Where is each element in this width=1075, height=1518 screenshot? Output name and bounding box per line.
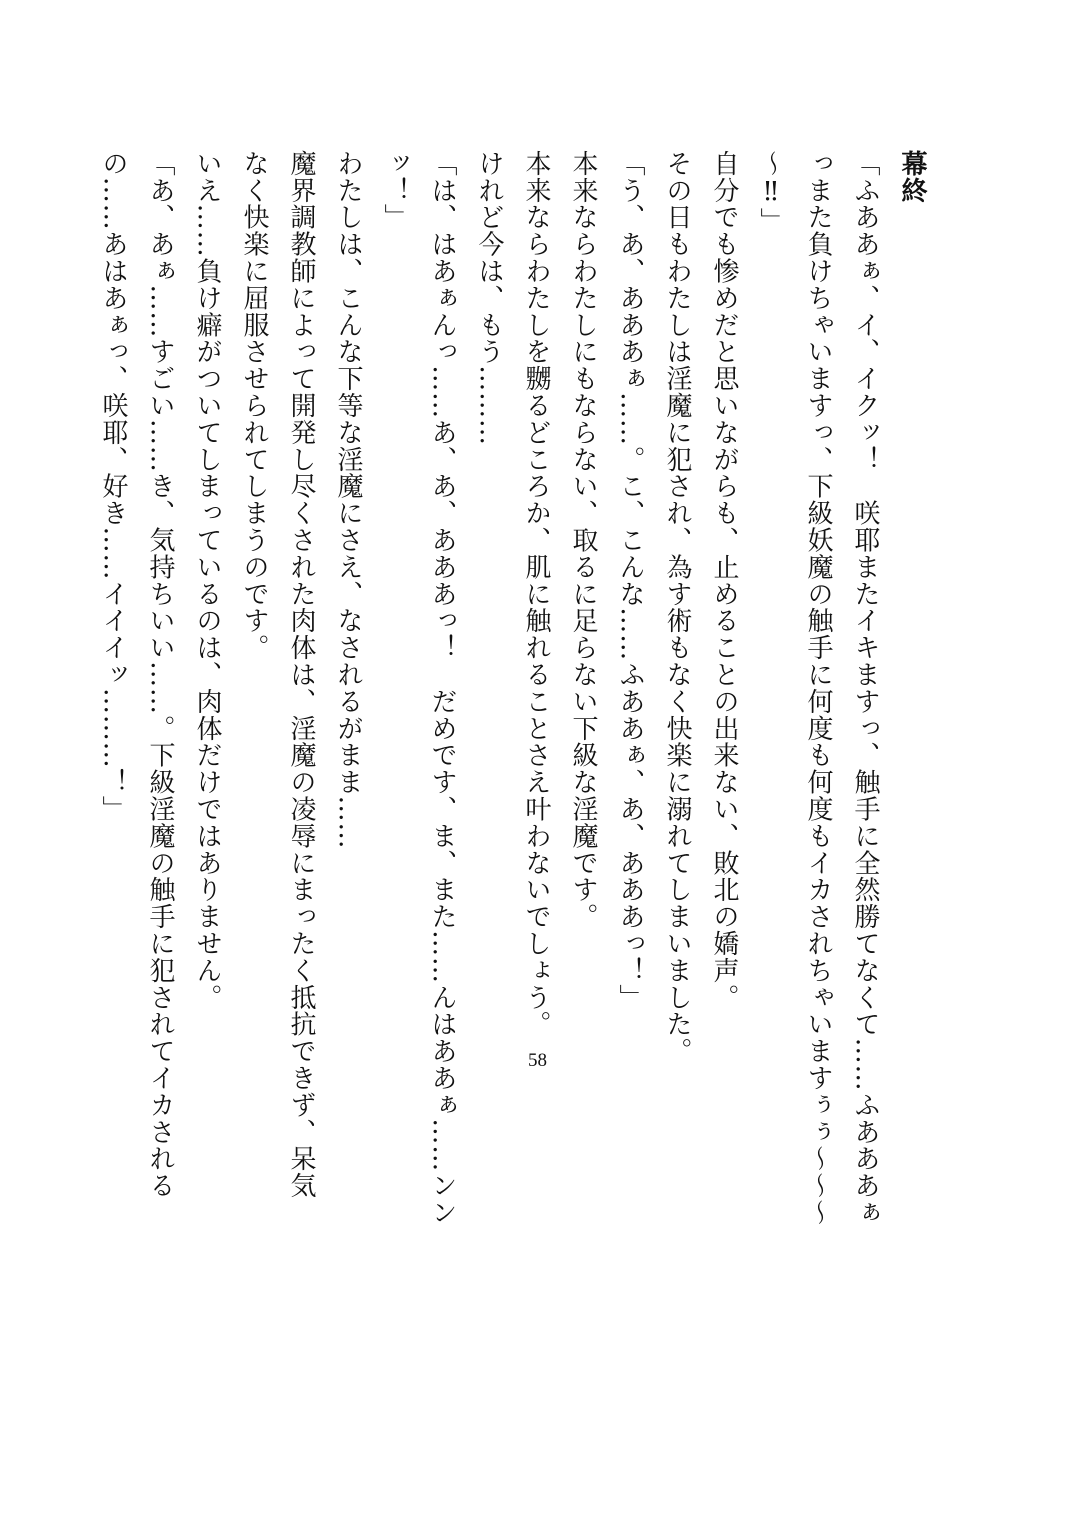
text-line: その日もわたしは淫魔に犯され、為す術もなく快楽に溺れてしまいました。 — [662, 150, 692, 1065]
text-line: 魔界調教師によって開発し尽くされた肉体は、淫魔の凌辱にまったく抵抗できず、呆気 — [286, 150, 316, 1200]
text-line: 自分でも惨めだと思いながらも、止めることの出来ない、敗北の嬌声。 — [709, 150, 739, 1011]
text-line: の……あはあぁっ、咲耶、好き……イイイッ………！」 — [98, 150, 128, 823]
chapter-title: 幕終 — [897, 150, 927, 204]
text-line: 「あ、あぁ……すごい……き、気持ちいい……。下級淫魔の触手に犯されてイカされる — [145, 150, 175, 1200]
text-line: 本来ならわたしを嬲るどころか、肌に触れることさえ叶わないでしょう。 — [521, 150, 551, 1038]
text-line: 〜‼」 — [756, 150, 786, 235]
page-number: 58 — [528, 1050, 547, 1071]
text-line: 本来ならわたしにもならない、取るに足らない下級な淫魔です。 — [568, 150, 598, 931]
text-line: 「ふああぁ、イ、イクッ！ 咲耶またイキますっ、触手に全然勝てなくて……ふあああぁ — [850, 150, 880, 1226]
text-line: 「は、はあぁんっ……あ、あ、あああっ！ だめです、ま、また……んはああぁ……ンン — [427, 150, 457, 1226]
text-line: ッ！」 — [380, 150, 410, 231]
text-line: いえ……負け癖がついてしまっているのは、肉体だけではありません。 — [192, 150, 222, 1011]
text-line: なく快楽に屈服させられてしまうのです。 — [239, 150, 269, 662]
text-line: 「う、あ、あああぁ……。こ、こんな……ふああぁ、あ、あああっ！」 — [615, 150, 645, 1011]
text-line: っまた負けちゃいますっ、下級妖魔の触手に何度も何度もイカされちゃいますぅぅ〜〜〜 — [803, 150, 833, 1226]
text-line: けれど今は、もう……… — [474, 150, 504, 446]
text-line: わたしは、こんな下等な淫魔にさえ、なされるがまま…… — [333, 150, 363, 850]
